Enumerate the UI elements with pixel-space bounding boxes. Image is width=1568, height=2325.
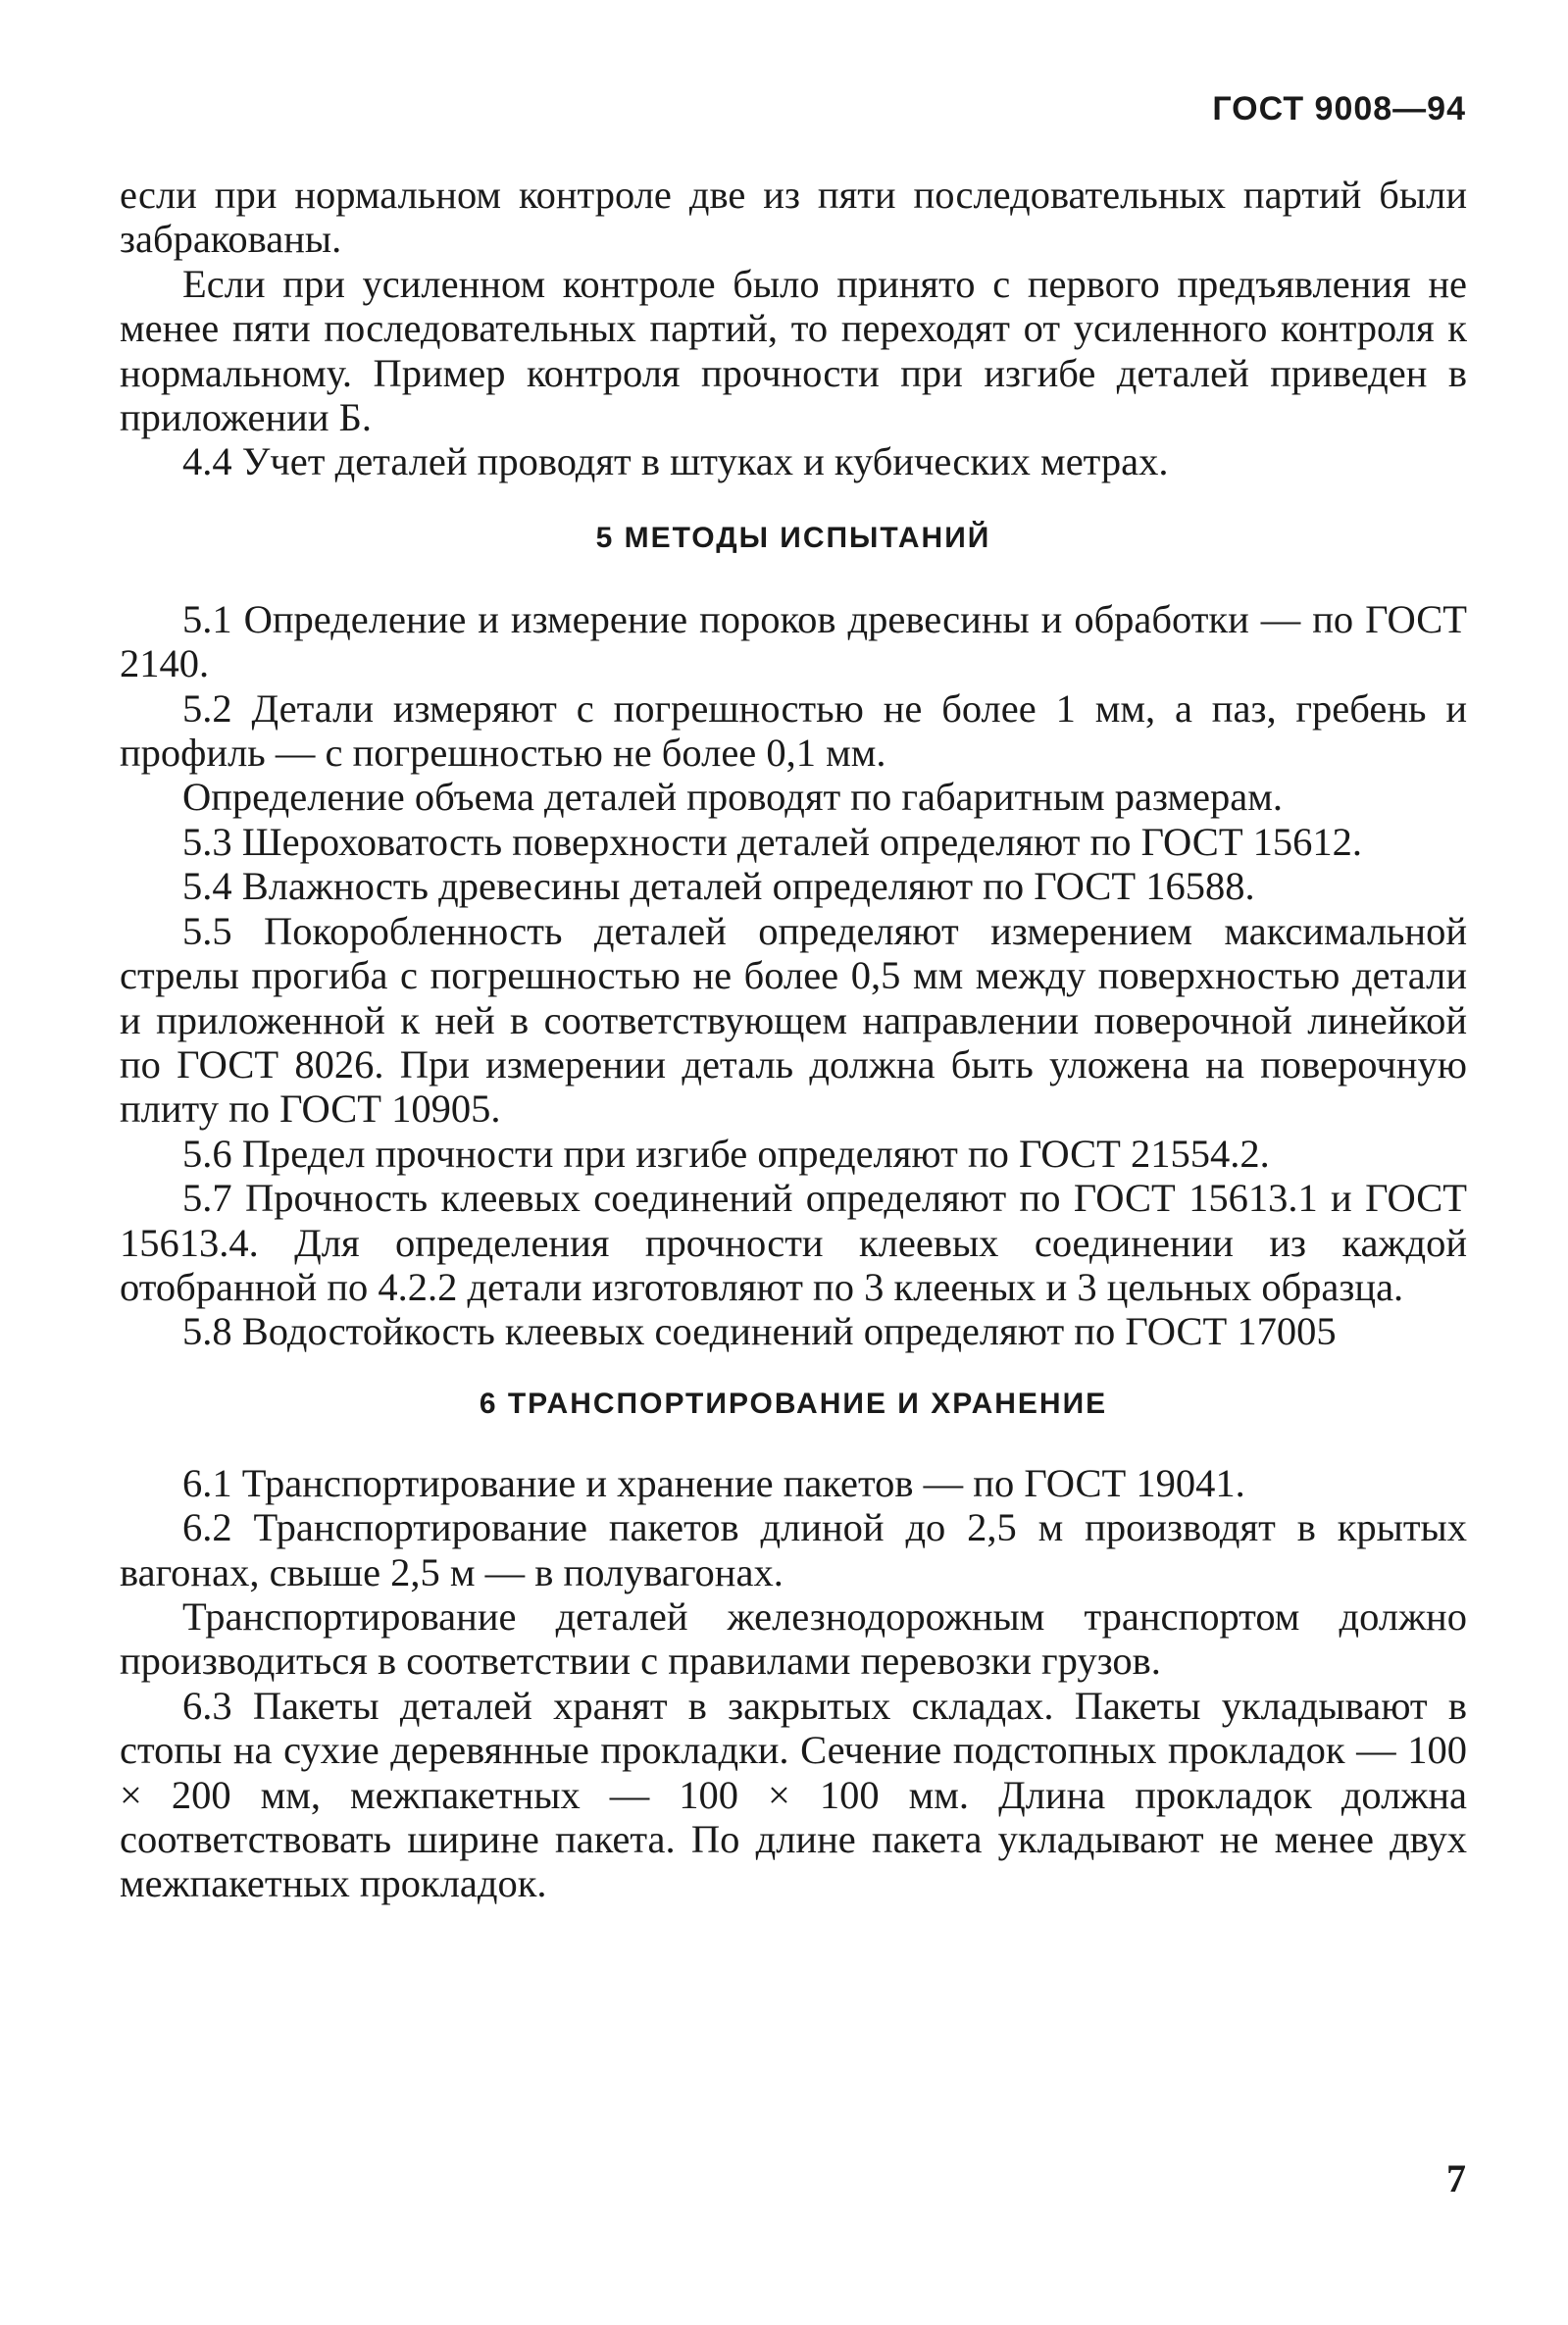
page-number: 7 [1446,2156,1466,2200]
paragraph-4-4: 4.4 Учет деталей проводят в штуках и кубических метрах. [182,439,1169,484]
paragraph-5-6: 5.6 Предел прочности при изгибе определяют по ГОСТ 21554.2. [182,1131,1270,1176]
paragraph-5-1: 5.1 Определение и измерение пороков древесины и обработки — по ГОСТ 2140. [120,596,1467,686]
paragraph-6-2-railway: Транспортирование деталей железнодорожным транспортом должно производиться в соответствии с правилами перевозки грузов. [120,1593,1467,1684]
paragraph-5-8: 5.8 Водостойкость клеевых соединений определяют по ГОСТ 17005 [182,1309,1337,1354]
paragraph-5-2: 5.2 Детали измеряют с погрешностью не более 1 мм, а паз, гребень и профиль — с погрешностью не более 0,1 мм. [120,685,1467,776]
paragraph-5-5: 5.5 Покоробленность деталей определяют измерением максимальной стрелы прогиба с погрешностью не более 0,5 мм между поверхностью детали и приложенной к ней в соответствующем направлении поверочной линейкой по ГОСТ 8026. При измерении деталь должна быть уложена на поверочную плиту по ГОСТ 10905. [120,908,1467,1132]
paragraph-6-2: 6.2 Транспортирование пакетов длиной до 2,5 м производят в крытых вагонах, свыше 2,5 м — в полувагонах. [120,1505,1467,1594]
document-body [120,173,1467,1906]
paragraph-6-3: 6.3 Пакеты деталей хранят в закрытых складах. Пакеты укладывают в стопы на сухие деревянные прокладки. Сечение подстопных прокладок — 100 × 200 мм, межпакетных — 100 × 100 мм. Длина прокладок должна соответствовать ширине пакета. По длине пакета укладывают не менее двух межпакетных прокладок. [120,1683,1467,1906]
paragraph-6-1: 6.1 Транспортирование и хранение пакетов — по ГОСТ 19041. [182,1460,1245,1505]
paragraph-5-7: 5.7 Прочность клеевых соединений определяют по ГОСТ 15613.1 и ГОСТ 15613.4. Для определения прочности клеевых соединении из каждой отобранной по 4.2.2 детали изготовляют по 3 клееных и 3 цельных образца. [120,1176,1467,1309]
document-code-header: ГОСТ 9008—94 [1212,90,1466,127]
section-6-heading: 6 ТРАНСПОРТИРОВАНИЕ И ХРАНЕНИЕ [479,1387,1108,1420]
section-5-heading: 5 МЕТОДЫ ИСПЫТАНИЙ [595,521,991,554]
paragraph-5-4: 5.4 Влажность древесины деталей определяют по ГОСТ 16588. [182,864,1255,909]
paragraph-5-2-volume: Определение объема деталей проводят по габаритным размерам. [182,775,1284,820]
paragraph-5-3: 5.3 Шероховатость поверхности деталей определяют по ГОСТ 15612. [182,819,1363,864]
paragraph-4-3-continuation: если при нормальном контроле две из пяти последовательных партий были забракованы. [120,173,1467,262]
paragraph-control-transition: Если при усиленном контроле было принято с первого предъявления не менее пяти последовательных партий, то переходят от усиленного контроля к нормальному. Пример контроля прочности при изгибе деталей приведен в приложении Б. [120,261,1467,440]
